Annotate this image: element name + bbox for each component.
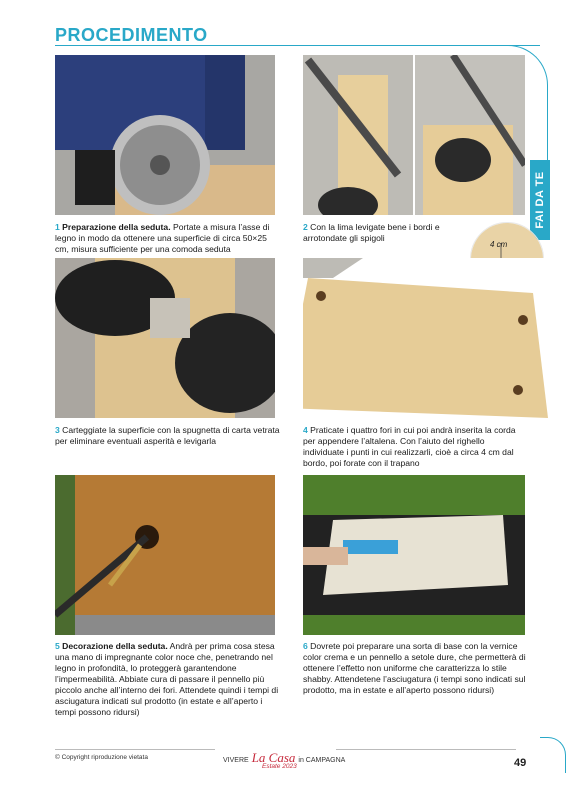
step-text: Con la lima levigate bene i bordi e arrotondate gli spigoli [303, 222, 440, 243]
step-number: 5 [55, 641, 60, 651]
step-number: 4 [303, 425, 308, 435]
inset-label-top: 4 cm [490, 240, 508, 249]
section-tab-label: FAI DA TE [534, 171, 546, 229]
footer-divider [336, 749, 516, 750]
page-number-arc [540, 737, 566, 773]
saw-illustration [55, 55, 275, 215]
step-text: Dovrete poi preparare una sorta di base con la vernice color crema e un pennello a setole dure, che permetterà di ottenere l’effetto non uniforme che caratterizza lo stile shabby. Attendetene l’asciugatura (i tempi sono indicati sul prodotto, ma in estate e all’aperto possono ridursi) [303, 641, 526, 695]
photo-step-5 [55, 475, 275, 635]
board-holes-illustration [303, 258, 548, 418]
sanding-illustration [55, 258, 275, 418]
caption-step-4 [303, 425, 528, 469]
step-text: Praticate i quattro fori in cui poi andrà inserita la corda per appendere l’altalena. Con l’aiuto del righello individuate i punti in cui realizzarli, cioè a circa 4 cm dal bordo, poi forate con il trapano [303, 425, 516, 468]
caption-step-2 [303, 222, 468, 244]
cream-paint-illustration [303, 475, 525, 635]
caption-step-3 [55, 425, 280, 447]
brand-logo: La Casa [251, 750, 296, 765]
copyright-notice: © Copyright riproduzione vietata [55, 754, 148, 761]
step-title: Preparazione della seduta. [62, 222, 171, 232]
caption-step-1 [55, 222, 280, 255]
step-number: 6 [303, 641, 308, 651]
step-text: Carteggiate la superficie con la spugnetta di carta vetrata per eliminare eventuali asperità e levigarla [55, 425, 280, 446]
file-illustration [303, 55, 525, 215]
step-title: Decorazione della seduta. [62, 641, 168, 651]
edition-label: Estate 2023 [262, 763, 297, 770]
photo-step-2 [303, 55, 525, 215]
step-number: 2 [303, 222, 308, 232]
brand-prefix: VIVERE [223, 757, 249, 764]
page-title: PROCEDIMENTO [55, 25, 208, 45]
stain-brush-illustration [55, 475, 275, 635]
step-text: Andrà per prima cosa stesa una mano di impregnante color noce che, penetrando nel legno in profondità, lo proteggerà garantendone l’impermeabilità. Abbiate cura di passare il pennello più piccolo anche all’interno dei fori. Attendete quindi i tempi di asciugatura indicati sul prodotto (in estate e all’aperto i tempi possono ridursi) [55, 641, 279, 717]
step-number: 3 [55, 425, 60, 435]
caption-step-6 [303, 641, 528, 696]
photo-step-3 [55, 258, 275, 418]
page-number: 49 [514, 757, 527, 769]
footer-divider [55, 749, 215, 750]
brand-suffix: in CAMPAGNA [298, 757, 346, 764]
step-number: 1 [55, 222, 60, 232]
step-text: Portate a misura l’asse di legno in modo da ottenere una superficie di circa 50×25 cm, misura sufficiente per una comoda seduta [55, 222, 270, 254]
photo-step-6 [303, 475, 525, 635]
section-tab [530, 160, 550, 240]
photo-step-4 [303, 258, 548, 418]
caption-step-5 [55, 641, 280, 718]
photo-step-1 [55, 55, 275, 215]
